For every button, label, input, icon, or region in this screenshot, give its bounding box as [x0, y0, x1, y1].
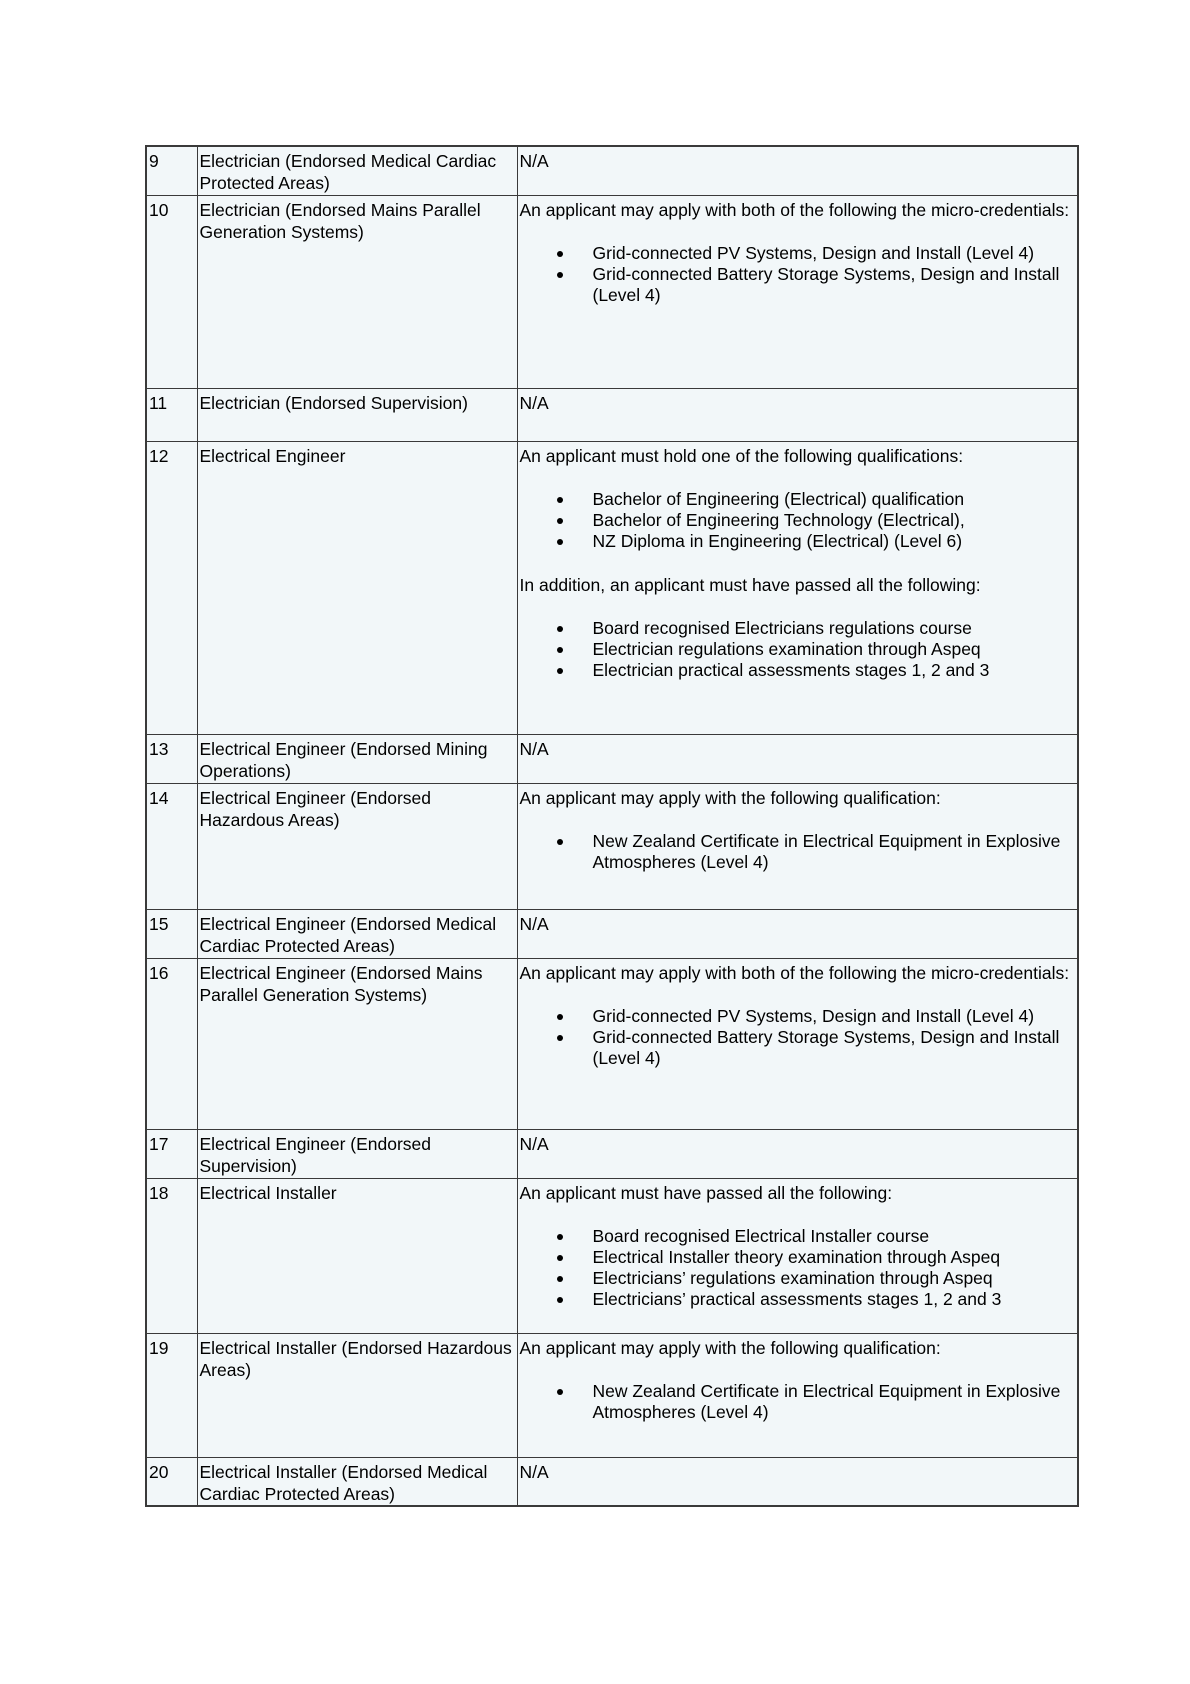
requirement-block — [520, 913, 1076, 935]
requirement-text: An applicant must have passed all the following: — [519, 1182, 893, 1203]
requirement-text: N/A — [519, 738, 549, 759]
row-number: 16 — [146, 958, 197, 1129]
requirement-list — [520, 1226, 1076, 1310]
table-row — [146, 195, 1078, 388]
requirement-text: An applicant must hold one of the following qualifications: — [519, 445, 964, 466]
licence-class: Electrical Engineer (Endorsed Medical Cardiac Protected Areas) — [197, 909, 517, 958]
requirement-item: Board recognised Electrical Installer course — [593, 1226, 1076, 1247]
requirement-item: Electrician regulations examination through Aspeq — [593, 639, 1076, 660]
requirement-item: Grid-connected Battery Storage Systems, Design and Install (Level 4) — [593, 1027, 1076, 1069]
requirement-item: Bachelor of Engineering Technology (Electrical), — [593, 510, 1076, 531]
row-number: 15 — [146, 909, 197, 958]
requirements-cell — [517, 1457, 1078, 1506]
table-row — [146, 441, 1078, 734]
requirement-list — [520, 489, 1076, 552]
licence-class: Electrician (Endorsed Mains Parallel Generation Systems) — [197, 195, 517, 388]
requirements-cell — [517, 958, 1078, 1129]
row-number: 12 — [146, 441, 197, 734]
row-number: 10 — [146, 195, 197, 388]
table-row — [146, 734, 1078, 783]
requirement-text: In addition, an applicant must have passed all the following: — [519, 574, 981, 595]
row-number: 9 — [146, 146, 197, 195]
requirement-block — [520, 574, 1076, 681]
requirement-list — [520, 243, 1076, 306]
licence-class: Electrical Installer (Endorsed Medical Cardiac Protected Areas) — [197, 1457, 517, 1506]
table-row — [146, 1129, 1078, 1178]
table-body — [146, 146, 1078, 1506]
requirements-cell — [517, 1333, 1078, 1457]
requirement-block — [520, 787, 1076, 873]
requirement-item: Electricians’ practical assessments stages 1, 2 and 3 — [593, 1289, 1076, 1310]
licence-class: Electrical Engineer (Endorsed Hazardous Areas) — [197, 783, 517, 909]
requirement-block — [520, 1461, 1076, 1483]
requirement-text: An applicant may apply with both of the following the micro-credentials: — [519, 199, 1070, 220]
requirement-list — [520, 831, 1076, 873]
requirements-cell — [517, 783, 1078, 909]
row-number: 14 — [146, 783, 197, 909]
requirements-cell — [517, 441, 1078, 734]
requirement-item: Bachelor of Engineering (Electrical) qualification — [593, 489, 1076, 510]
requirement-block — [520, 392, 1076, 414]
requirement-text: N/A — [519, 392, 549, 413]
requirement-item: Grid-connected Battery Storage Systems, Design and Install (Level 4) — [593, 264, 1076, 306]
requirement-block — [520, 1182, 1076, 1310]
requirements-cell — [517, 1178, 1078, 1333]
requirement-block — [520, 1337, 1076, 1423]
requirement-text: N/A — [519, 913, 549, 934]
table-row — [146, 1333, 1078, 1457]
requirements-table — [145, 145, 1079, 1507]
table-row — [146, 909, 1078, 958]
licence-class: Electrical Engineer (Endorsed Mains Parallel Generation Systems) — [197, 958, 517, 1129]
requirement-list — [520, 1381, 1076, 1423]
requirement-block — [520, 199, 1076, 306]
licence-class: Electrical Engineer — [197, 441, 517, 734]
requirement-item: Electrician practical assessments stages 1, 2 and 3 — [593, 660, 1076, 681]
requirement-text: N/A — [519, 1461, 549, 1482]
requirement-item: Electricians’ regulations examination through Aspeq — [593, 1268, 1076, 1289]
requirements-cell — [517, 734, 1078, 783]
requirement-list — [520, 1006, 1076, 1069]
licence-class: Electrician (Endorsed Medical Cardiac Protected Areas) — [197, 146, 517, 195]
requirement-list — [520, 618, 1076, 681]
requirement-text: An applicant may apply with the following qualification: — [519, 787, 941, 808]
requirement-block — [520, 150, 1076, 172]
row-number: 17 — [146, 1129, 197, 1178]
requirement-item: Electrical Installer theory examination through Aspeq — [593, 1247, 1076, 1268]
table-row — [146, 146, 1078, 195]
row-number: 20 — [146, 1457, 197, 1506]
requirements-cell — [517, 388, 1078, 441]
licence-class: Electrician (Endorsed Supervision) — [197, 388, 517, 441]
row-number: 19 — [146, 1333, 197, 1457]
requirement-block — [520, 445, 1076, 552]
requirement-item: Grid-connected PV Systems, Design and Install (Level 4) — [593, 1006, 1076, 1027]
requirement-block — [520, 962, 1076, 1069]
requirements-cell — [517, 195, 1078, 388]
requirement-block — [520, 738, 1076, 760]
table-row — [146, 958, 1078, 1129]
table-row — [146, 1178, 1078, 1333]
row-number: 13 — [146, 734, 197, 783]
row-number: 18 — [146, 1178, 197, 1333]
requirement-item: NZ Diploma in Engineering (Electrical) (Level 6) — [593, 531, 1076, 552]
requirements-cell — [517, 146, 1078, 195]
requirements-cell — [517, 1129, 1078, 1178]
table-row — [146, 388, 1078, 441]
licence-class: Electrical Engineer (Endorsed Supervision) — [197, 1129, 517, 1178]
licence-class: Electrical Installer — [197, 1178, 517, 1333]
requirement-block — [520, 1133, 1076, 1155]
licence-class: Electrical Installer (Endorsed Hazardous Areas) — [197, 1333, 517, 1457]
requirements-cell — [517, 909, 1078, 958]
requirement-item: Grid-connected PV Systems, Design and Install (Level 4) — [593, 243, 1076, 264]
requirement-text: N/A — [519, 151, 549, 171]
requirement-text: N/A — [519, 1133, 549, 1154]
licence-class: Electrical Engineer (Endorsed Mining Operations) — [197, 734, 517, 783]
requirement-item: New Zealand Certificate in Electrical Equipment in Explosive Atmospheres (Level 4) — [593, 831, 1076, 873]
requirement-text: An applicant may apply with the following qualification: — [519, 1337, 941, 1358]
table-row — [146, 783, 1078, 909]
requirement-item: Board recognised Electricians regulations course — [593, 618, 1076, 639]
table-row — [146, 1457, 1078, 1506]
row-number: 11 — [146, 388, 197, 441]
requirement-text: An applicant may apply with both of the following the micro-credentials: — [519, 962, 1070, 983]
requirement-item: New Zealand Certificate in Electrical Equipment in Explosive Atmospheres (Level 4) — [593, 1381, 1076, 1423]
